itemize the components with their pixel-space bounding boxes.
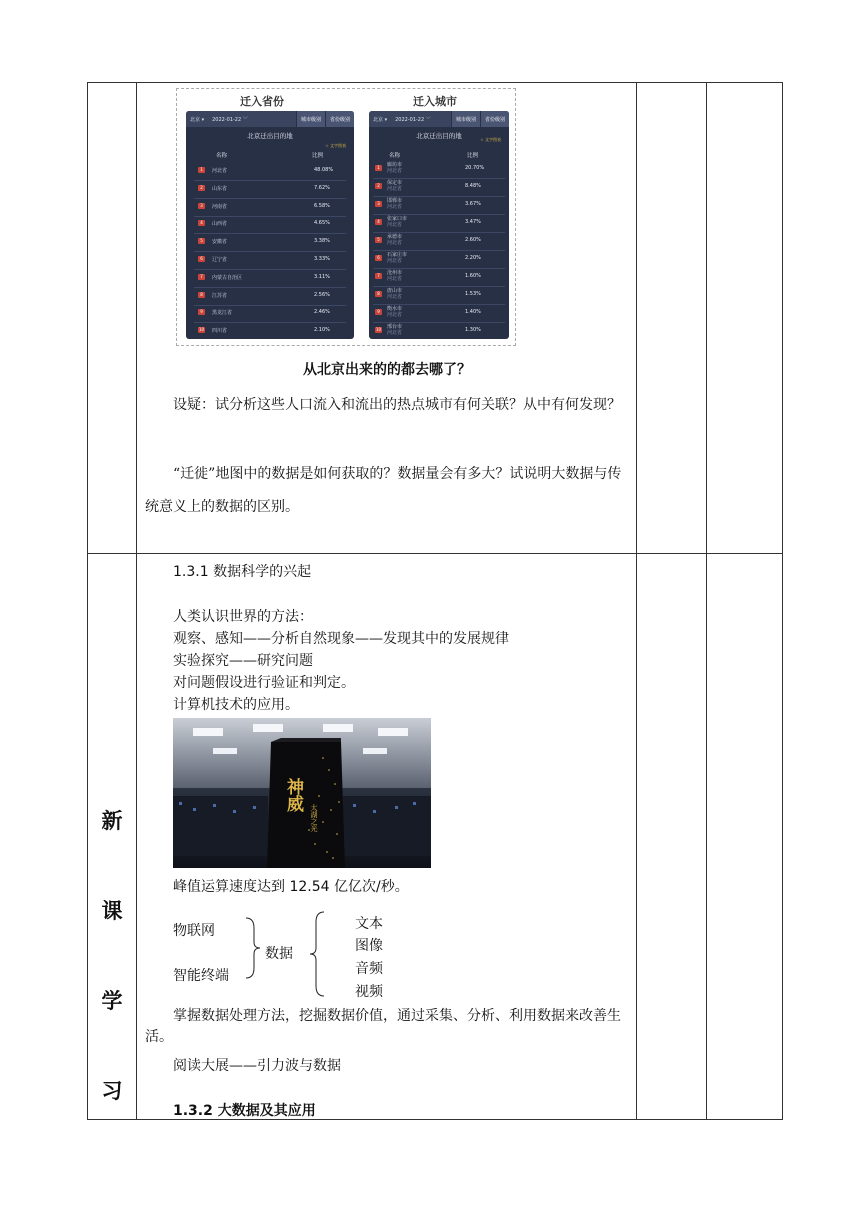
side-label-char: 学 (101, 989, 123, 1013)
source-iot: 物联网 (173, 923, 215, 939)
data-processing-paragraph: 掌握数据处理方法，挖掘数据价值，通过采集、分析、利用数据来改善生活。 (145, 1008, 621, 1045)
province-name: 山东省 (212, 185, 228, 192)
type-audio: 音频 (355, 961, 383, 977)
rank-badge: 6 (375, 255, 382, 261)
question-paragraph: 设疑：试分析这些人口流入和流出的热点城市有何关联？从中有何发现？ (173, 397, 621, 413)
city-name: 沧州市 河北省 (387, 270, 403, 282)
rank-badge: 8 (198, 292, 205, 298)
rank-badge: 1 (375, 165, 382, 171)
text-chart-badge[interactable]: ☆ 文字图表 (325, 143, 346, 148)
rank-badge: 9 (198, 309, 205, 315)
panel-heading: 北京迁出目的地 (247, 132, 293, 140)
city-name: 邯郸市 河北省 (387, 198, 403, 210)
method-line: 对问题假设进行验证和判定。 (173, 675, 355, 691)
rank-badge: 2 (375, 183, 382, 189)
method-line: 计算机技术的应用。 (173, 697, 299, 713)
city-row[interactable] (373, 249, 505, 269)
province-ratio: 2.56% (314, 291, 330, 298)
rank-badge: 6 (198, 256, 205, 262)
province-name: 辽宁省 (212, 257, 228, 263)
city-row[interactable] (373, 267, 505, 287)
city-ratio: 8.48% (465, 183, 481, 189)
province-ratio: 3.11% (314, 273, 330, 280)
city-name: 承德市 河北省 (387, 234, 403, 246)
city-row[interactable] (373, 321, 505, 339)
column-divider (136, 83, 137, 1119)
city-name: 石家庄市 河北省 (387, 252, 408, 264)
type-image: 图像 (355, 938, 383, 954)
panel-toolbar (186, 111, 354, 127)
city-ratio: 1.40% (465, 309, 481, 315)
province-name: 河南省 (212, 203, 228, 210)
province-name: 黑龙江省 (212, 310, 233, 317)
province-name: 江苏省 (212, 292, 228, 299)
rank-badge: 10 (375, 327, 382, 332)
province-ratio: 3.33% (314, 256, 330, 262)
city-ratio: 1.60% (465, 273, 481, 279)
city-ratio: 2.20% (465, 255, 481, 261)
date-select[interactable]: 2022-01-22 ﹀ (395, 116, 431, 123)
shenwei-logo-text: 神威 (283, 778, 303, 812)
type-text: 文本 (355, 916, 383, 932)
province-name: 河北省 (212, 168, 228, 174)
method-line: 观察、感知——分析自然现象——发现其中的发展规律 (173, 631, 509, 647)
rank-badge: 1 (198, 167, 205, 173)
section-heading-1-3-2: 1.3.2 大数据及其应用 (173, 1103, 316, 1119)
taihulight-text: 太湖之光 (310, 804, 318, 832)
rank-badge: 8 (375, 291, 382, 297)
city-name: 唐山市 河北省 (387, 288, 403, 300)
rank-badge: 5 (375, 237, 382, 243)
city-ratio: 3.47% (465, 219, 481, 225)
city-panel (369, 111, 509, 339)
city-ratio: 20.70% (465, 165, 485, 171)
text-chart-badge[interactable]: ☆ 文字图表 (480, 137, 501, 142)
row-divider (88, 553, 782, 554)
panel-heading: 北京迁出目的地 (416, 132, 462, 140)
rank-badge: 2 (198, 185, 205, 191)
figure-caption: 从北京出来的的都去哪了？ (303, 362, 471, 378)
col-ratio-header: 比例 (312, 153, 324, 159)
panel-toolbar (369, 111, 509, 127)
left-panel-title: 迁入省份 (240, 95, 284, 108)
side-label-char: 课 (101, 899, 123, 923)
migration-data-paragraph: “迁徙”地图中的数据是如何获取的？数据量会有多大？试说明大数据与传统意义上的数据的区别。 (145, 466, 622, 515)
city-select[interactable]: 北京 ▾ (373, 116, 388, 123)
city-row[interactable] (373, 285, 505, 305)
col-name-header: 名称 (216, 153, 228, 159)
city-row[interactable] (373, 231, 505, 251)
peak-speed-line: 峰值运算速度达到 12.54 亿亿次/秒。 (173, 879, 409, 895)
city-ratio: 3.67% (465, 201, 481, 207)
province-ratio: 4.65% (314, 220, 330, 227)
col-ratio-header: 比例 (467, 153, 479, 159)
city-row[interactable] (373, 195, 505, 215)
city-name: 张家口市 河北省 (387, 216, 408, 228)
province-ratio: 48.08% (314, 167, 334, 173)
province-name: 内蒙古自治区 (212, 274, 243, 281)
column-divider (636, 83, 637, 1119)
rank-badge: 7 (198, 274, 205, 280)
city-name: 廊坊市 河北省 (387, 162, 403, 174)
city-level-button[interactable]: 城市级别 (296, 111, 325, 127)
reading-line: 阅读大展——引力波与数据 (173, 1058, 341, 1074)
col-name-header: 名称 (389, 153, 401, 159)
city-name: 衡水市 河北省 (387, 306, 403, 318)
city-level-button[interactable]: 城市级别 (451, 111, 480, 127)
city-name: 保定市 河北省 (387, 180, 403, 192)
rank-badge: 4 (198, 220, 205, 226)
province-ratio: 3.38% (314, 238, 330, 245)
province-row[interactable] (194, 321, 346, 339)
province-ratio: 2.46% (314, 309, 330, 316)
side-label-char: 习 (101, 1079, 123, 1103)
supercomputer-photo (173, 718, 431, 868)
rank-badge: 4 (375, 219, 382, 225)
method-line: 实验探究——研究问题 (173, 653, 313, 669)
province-name: 四川省 (212, 328, 228, 335)
city-row[interactable] (373, 159, 505, 179)
rank-badge: 7 (375, 273, 382, 279)
section-heading-1-3-1: 1.3.1 数据科学的兴起 (173, 564, 312, 580)
province-level-button[interactable]: 省份级别 (325, 111, 354, 127)
province-name: 安徽省 (212, 239, 228, 246)
rank-badge: 10 (198, 327, 205, 333)
left-brace-icon (308, 910, 326, 998)
province-ratio: 7.62% (314, 184, 330, 191)
migration-screenshot (176, 88, 516, 346)
city-ratio: 1.30% (465, 327, 481, 333)
province-name: 山西省 (212, 221, 228, 228)
type-video: 视频 (355, 984, 383, 1000)
province-panel (186, 111, 354, 339)
province-ratio: 6.58% (314, 202, 330, 209)
rank-badge: 3 (375, 201, 382, 207)
rank-badge: 9 (375, 309, 382, 315)
province-level-button[interactable]: 省份级别 (480, 111, 509, 127)
data-label: 数据 (265, 946, 293, 962)
column-divider (706, 83, 707, 1119)
rank-badge: 3 (198, 203, 205, 209)
city-name: 邢台市 河北省 (387, 324, 403, 336)
date-select[interactable]: 2022-01-22 ﹀ (212, 116, 248, 123)
rank-badge: 5 (198, 238, 205, 244)
city-ratio: 1.53% (465, 291, 481, 297)
side-label-char: 新 (101, 809, 123, 833)
right-brace-icon (244, 916, 262, 980)
intro-line: 人类认识世界的方法： (173, 609, 313, 625)
province-ratio: 2.10% (314, 327, 330, 334)
city-row[interactable] (373, 177, 505, 197)
right-panel-title: 迁入城市 (413, 95, 457, 108)
city-row[interactable] (373, 213, 505, 233)
source-smart-terminal: 智能终端 (173, 968, 229, 984)
city-select[interactable]: 北京 ▾ (190, 116, 205, 123)
city-row[interactable] (373, 303, 505, 323)
city-ratio: 2.60% (465, 237, 481, 243)
